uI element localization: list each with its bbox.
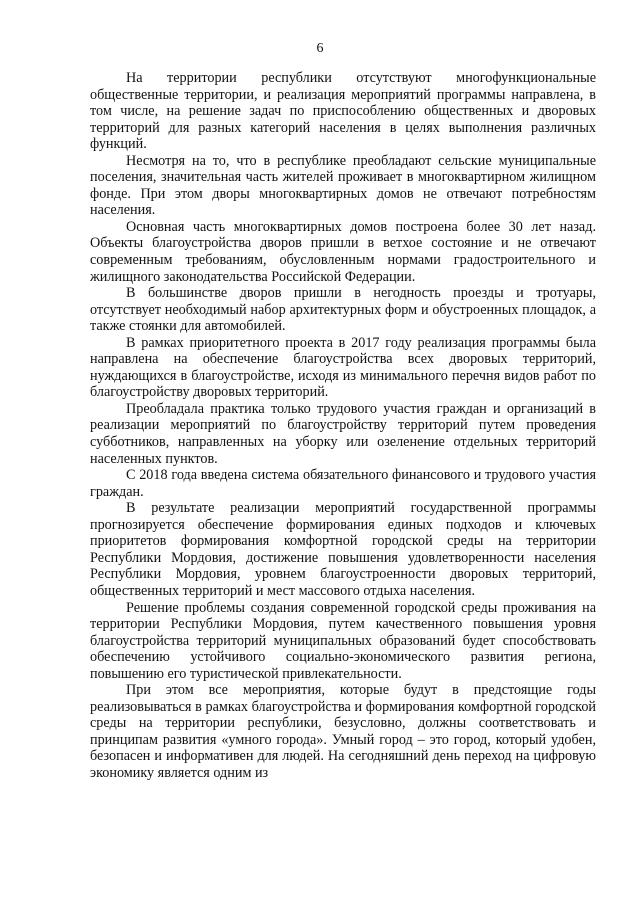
document-body: [90, 70, 596, 782]
paragraph-smart-city: При этом все мероприятия, которые будут в предстоящие годы реализовываться в рамках благоустройства и формирования комфортной городской среды на территории республики, безусловно, должны соответствовать и принципам развития «умного города». Умный город – это город, который удобен, безопасен и информативен для людей. На сегодняшний день переход на цифровую экономику является одним из: [90, 682, 596, 781]
paragraph-2017-project: В рамках приоритетного проекта в 2017 году реализация программы была направлена на обеспечение благоустройства всех дворовых территорий, нуждающихся в благоустройстве, исходя из минимального перечня видов работ по благоустройству дворовых территорий.: [90, 334, 596, 401]
paragraph-labor-participation: Преобладала практика только трудового участия граждан и организаций в реализации мероприятий по благоустройству территорий путем проведения субботников, направленных на уборку или озеленение отдельных территорий населенных пунктов.: [90, 400, 596, 467]
paragraph-multifunctional-territories: На территории республики отсутствуют многофункциональные общественные территории, и реализация мероприятий программы направлена, в том числе, на решение задач по приспособлению общественных и дворовых территорий для разных категорий населения в целях выполнения различных функций.: [90, 70, 596, 153]
paragraph-2018-system: С 2018 года введена система обязательного финансового и трудового участия граждан.: [90, 467, 596, 500]
paragraph-urban-environment: Решение проблемы создания современной городской среды проживания на территории Республики Мордовия, путем качественного повышения уровня благоустройства территорий муниципальных образований будет способствовать обеспечению устойчивого социально-экономического развития региона, повышению его туристической привлекательности.: [90, 599, 596, 682]
paragraph-roads-sidewalks: В большинстве дворов пришли в негодность проезды и тротуары, отсутствует необходимый набор архитектурных форм и обустроенных площадок, а также стоянки для автомобилей.: [90, 285, 596, 335]
page-number: 6: [316, 41, 324, 56]
paragraph-old-housing: Основная часть многоквартирных домов построена более 30 лет назад. Объекты благоустройства дворов пришли в ветхое состояние и не отвечают современным требованиям, обусловленным нормами градостроительного и жилищного законодательства Российской Федерации.: [90, 218, 596, 285]
paragraph-rural-settlements: Несмотря на то, что в республике преобладают сельские муниципальные поселения, значительная часть жителей проживает в многоквартирном жилищном фонде. При этом дворы многоквартирных домов не отвечают потребностям населения.: [90, 152, 596, 219]
paragraph-program-results: В результате реализации мероприятий государственной программы прогнозируется обеспечение формирования единых подходов и ключевых приоритетов формирования комфортной городской среды на территории Республики Мордовия, достижение повышения удовлетворенности населения Республики Мордовия, уровнем благоустроенности дворовых территорий, общественных территорий и мест массового отдыха населения.: [90, 500, 596, 599]
